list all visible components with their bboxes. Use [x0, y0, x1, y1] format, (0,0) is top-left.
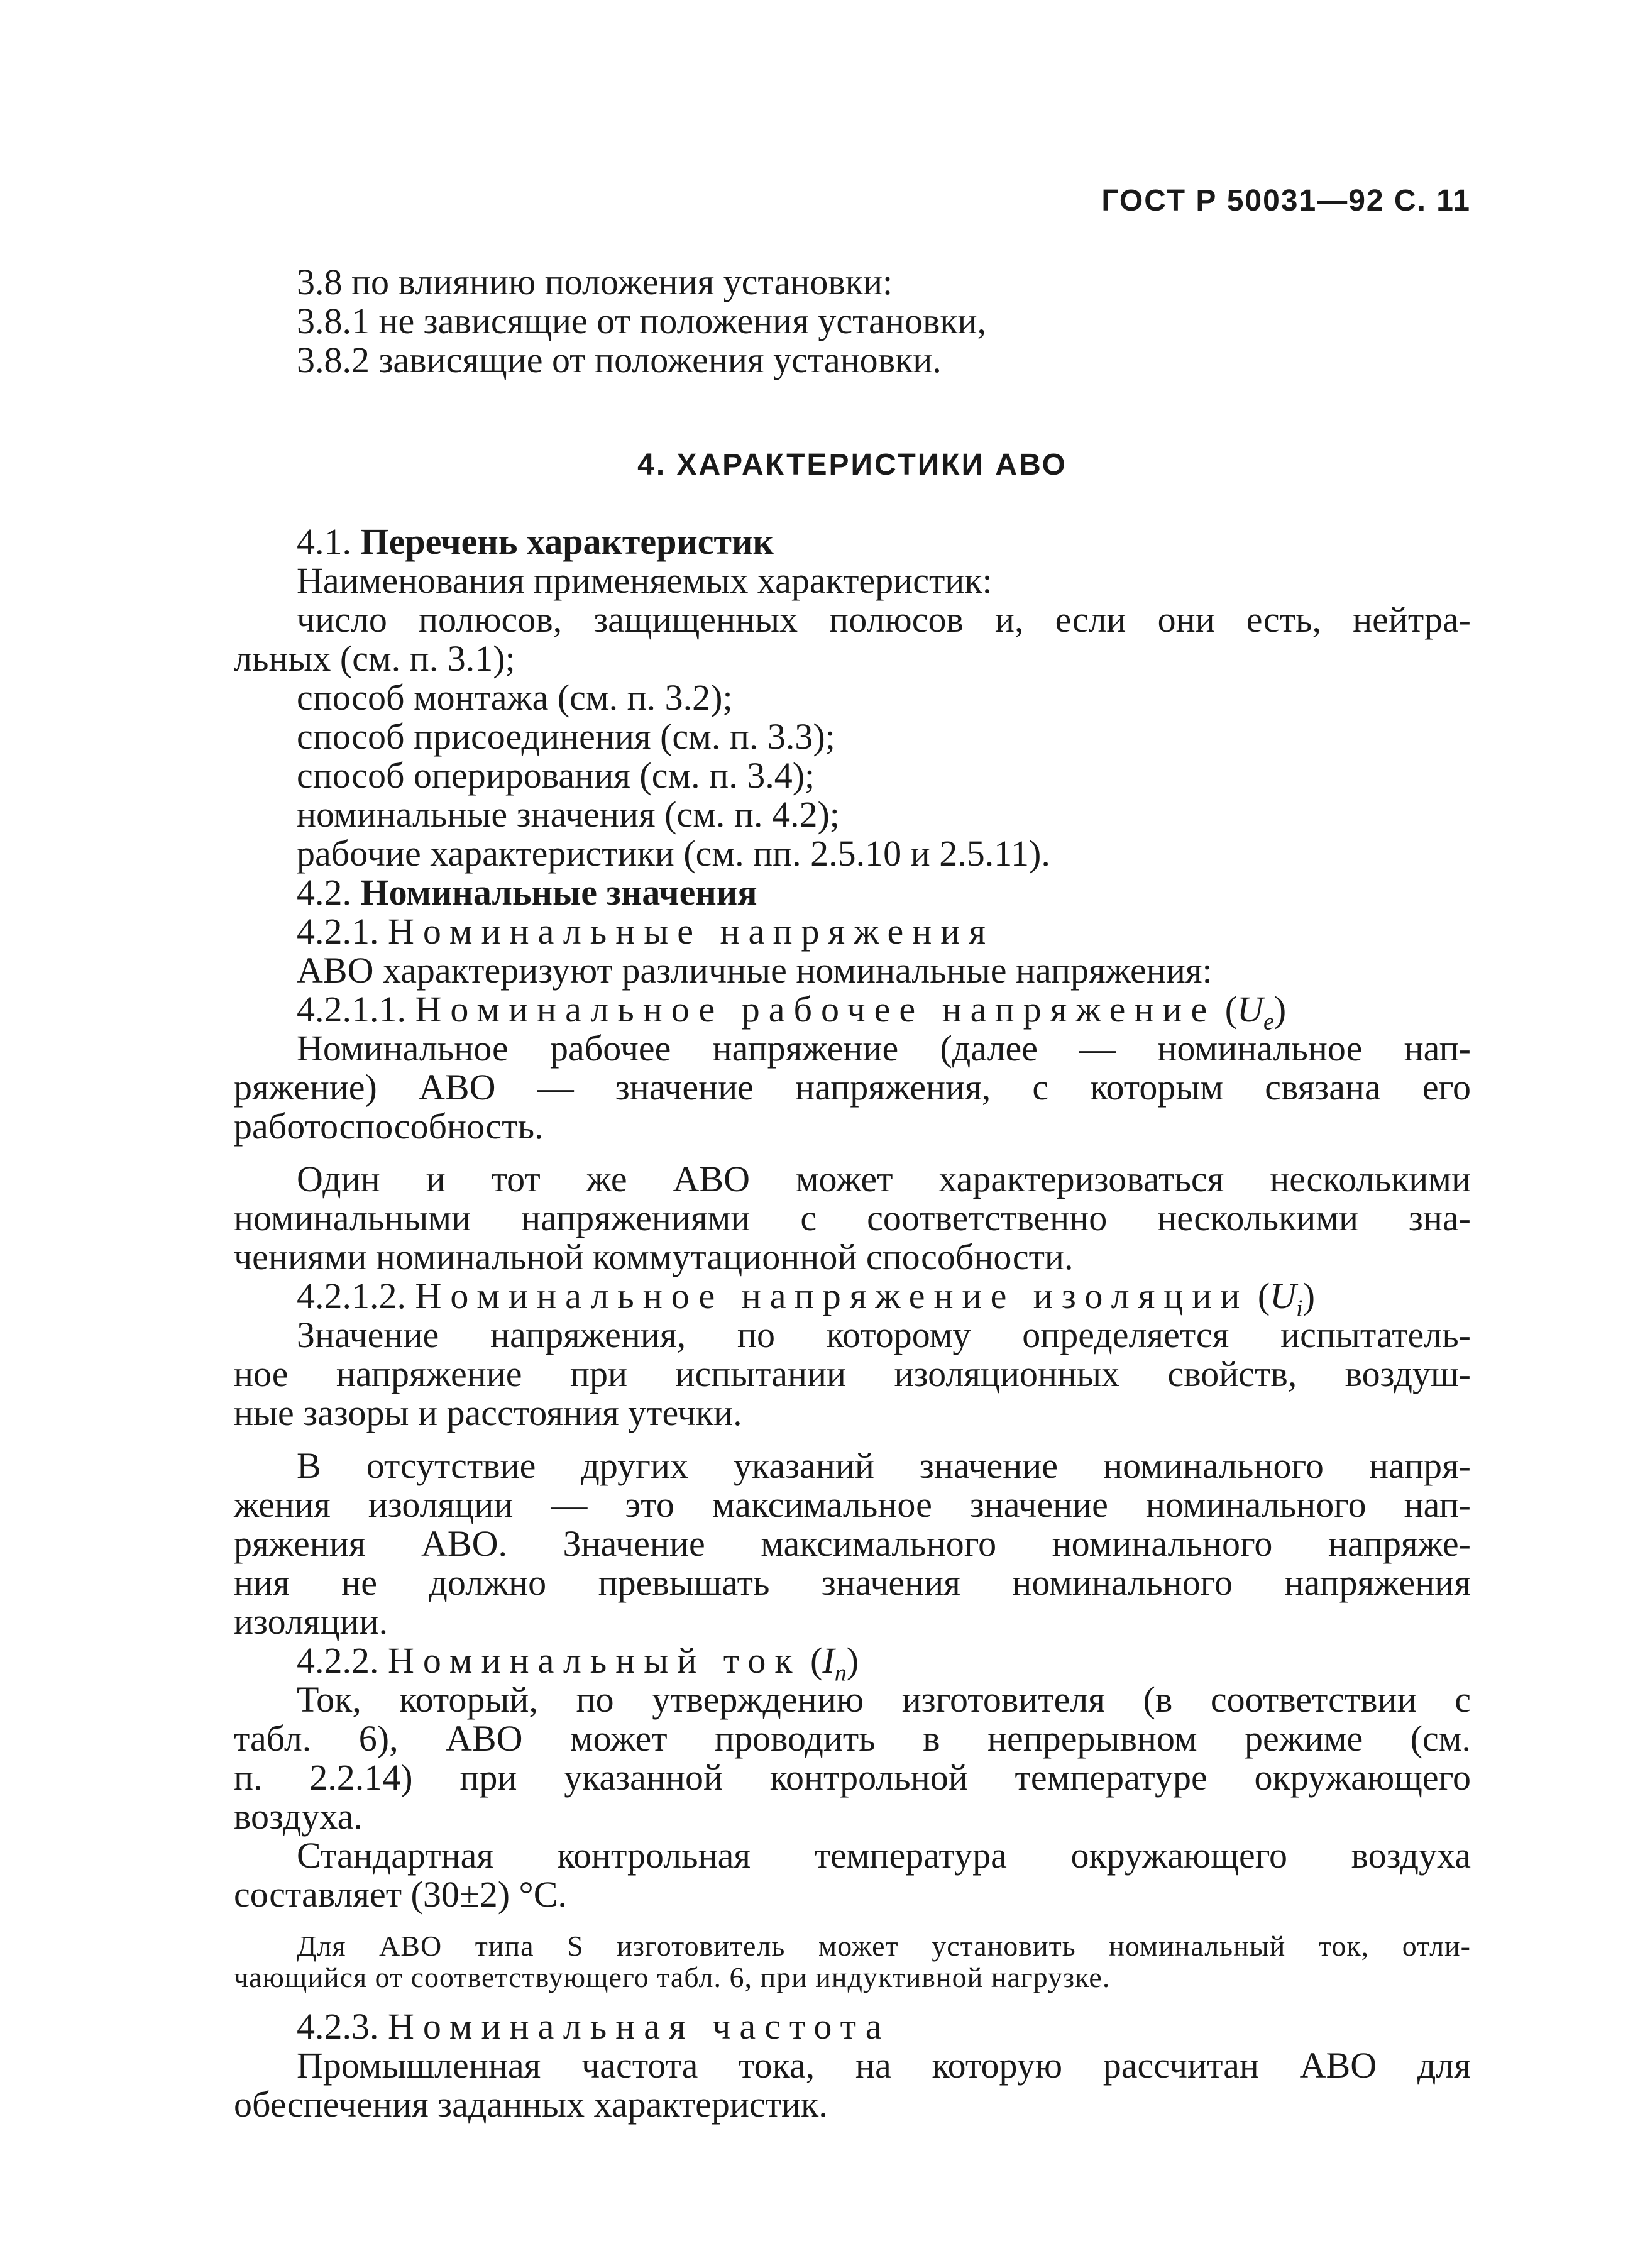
clause-4-1-item: способ монтажа (см. п. 3.2); [297, 677, 733, 718]
clause-4-2-number: 4.2. [297, 872, 351, 913]
note-line: Для АВО типа S изготовитель может установить номинальный ток, отли- [297, 1930, 1471, 1962]
paragraph-line: табл. 6), АВО может проводить в непрерывном режиме (см. [234, 1718, 1471, 1759]
clause-4-2-2-number: 4.2.2. [297, 1640, 379, 1681]
paragraph-line: обеспечения заданных характеристик. [234, 2084, 828, 2125]
clause-4-1-item: способ присоединения (см. п. 3.3); [297, 716, 835, 757]
clause-4-2-1-1-number: 4.2.1.1. [297, 989, 406, 1030]
clause-4-2-1-heading [234, 912, 1471, 951]
clause-3-8-title: 3.8 по влиянию положения установки: [297, 261, 893, 302]
paragraph-line: п. 2.2.14) при указанной контрольной температуре окружающего [234, 1757, 1471, 1798]
paragraph-line: составляет (30±2) °С. [234, 1874, 567, 1915]
clause-4-1-heading [234, 522, 1471, 561]
clause-4-2-1-number: 4.2.1. [297, 911, 379, 952]
note-block [234, 1930, 1471, 1993]
clause-4-2-title: Номинальные значения [360, 872, 757, 913]
paragraph-line: ные зазоры и расстояния утечки. [234, 1392, 742, 1433]
paragraph-line: Ток, который, по утверждению изготовителя (в соответствии с [297, 1679, 1471, 1720]
clause-4-2-1-2-heading: 4.2.1.2. Номинальное напряжение изоляции $(U_i)$ [297, 1275, 1316, 1322]
paragraph-line: жения изоляции — это максимальное значение номинального нап- [234, 1484, 1471, 1525]
document-body [234, 263, 1471, 2124]
paragraph-line: изоляции. [234, 1601, 388, 1642]
note-line: чающийся от соответствующего табл. 6, при индуктивной нагрузке. [234, 1961, 1111, 1993]
clause-3-8-1: 3.8.1 не зависящие от положения установки, [297, 300, 987, 341]
clause-4-1-item: число полюсов, защищенных полюсов и, если они есть, нейтра- [297, 599, 1471, 640]
clause-4-1-item: способ оперирования (см. п. 3.4); [297, 755, 815, 796]
paragraph-line: номинальными напряжениями с соответственно несколькими зна- [234, 1197, 1471, 1238]
symbol-ue: $U_e$ [1237, 989, 1274, 1035]
clause-3-8-2: 3.8.2 зависящие от положения установки. [297, 339, 942, 380]
clause-4-1-item: рабочие характеристики (см. пп. 2.5.10 и 2.5.11). [297, 833, 1050, 874]
clause-4-1-item: номинальные значения (см. п. 4.2); [297, 794, 840, 835]
paragraph-line: чениями номинальной коммутационной способности. [234, 1236, 1074, 1277]
clause-4-1-number: 4.1. [297, 521, 351, 562]
clause-4-2-1-2-title: Номинальное напряжение изоляции [415, 1275, 1249, 1316]
paragraph-line: Стандартная контрольная температура окружающего воздуха [297, 1835, 1471, 1876]
paragraph-line: В отсутствие других указаний значение номинального напря- [297, 1445, 1471, 1486]
clause-4-2-1-text: АВО характеризуют различные номинальные напряжения: [297, 950, 1213, 991]
clause-4-2-1-title: Номинальные напряжения [388, 911, 995, 952]
paragraph-line: Значение напряжения, по которому определяется испытатель- [297, 1314, 1471, 1355]
paragraph-line: Один и тот же АВО может характеризоваться несколькими [297, 1159, 1471, 1199]
paragraph-line: Промышленная частота тока, на которую рассчитан АВО для [297, 2045, 1471, 2086]
clause-4-2-1-2-number: 4.2.1.2. [297, 1275, 406, 1316]
paragraph-line: ряжение) АВО — значение напряжения, с которым связана его [234, 1067, 1471, 1108]
symbol-ui: $U_i$ [1270, 1275, 1303, 1322]
symbol-in: $I_n$ [822, 1640, 847, 1687]
paragraph-line: ряжения АВО. Значение максимального номинального напряже- [234, 1523, 1471, 1564]
paragraph-line: работоспособность. [234, 1106, 544, 1147]
page-header: ГОСТ Р 50031—92 С. 11 [1101, 184, 1471, 217]
paragraph-line: воздуха. [234, 1796, 363, 1837]
paragraph-line: ния не должно превышать значения номинального напряжения [234, 1562, 1471, 1603]
clause-4-2-1-1-title: Номинальное рабочее напряжение [415, 989, 1216, 1030]
clause-4-1-item: льных (см. п. 3.1); [234, 638, 515, 679]
clause-4-1-title: Перечень характеристик [360, 521, 774, 562]
clause-4-2-3-title: Номинальная частота [388, 2006, 891, 2047]
clause-4-2-1-1-heading: 4.2.1.1. Номинальное рабочее напряжение $(U_e)$ [297, 989, 1287, 1035]
clause-4-2-2-title: Номинальный ток [388, 1640, 801, 1681]
clause-4-2-2-heading: 4.2.2. Номинальный ток $(I_n)$ [297, 1640, 859, 1687]
section-4-title: 4. ХАРАКТЕРИСТИКИ АВО [637, 448, 1067, 482]
clause-4-2-3-heading [234, 2007, 1471, 2046]
clause-4-2-heading [234, 873, 1471, 912]
clause-4-2-3-number: 4.2.3. [297, 2006, 379, 2047]
clause-4-1-intro: Наименования применяемых характеристик: [297, 560, 993, 601]
paragraph-line: ное напряжение при испытании изоляционных свойств, воздуш- [234, 1353, 1471, 1394]
paragraph-line: Номинальное рабочее напряжение (далее — номинальное нап- [297, 1028, 1471, 1069]
